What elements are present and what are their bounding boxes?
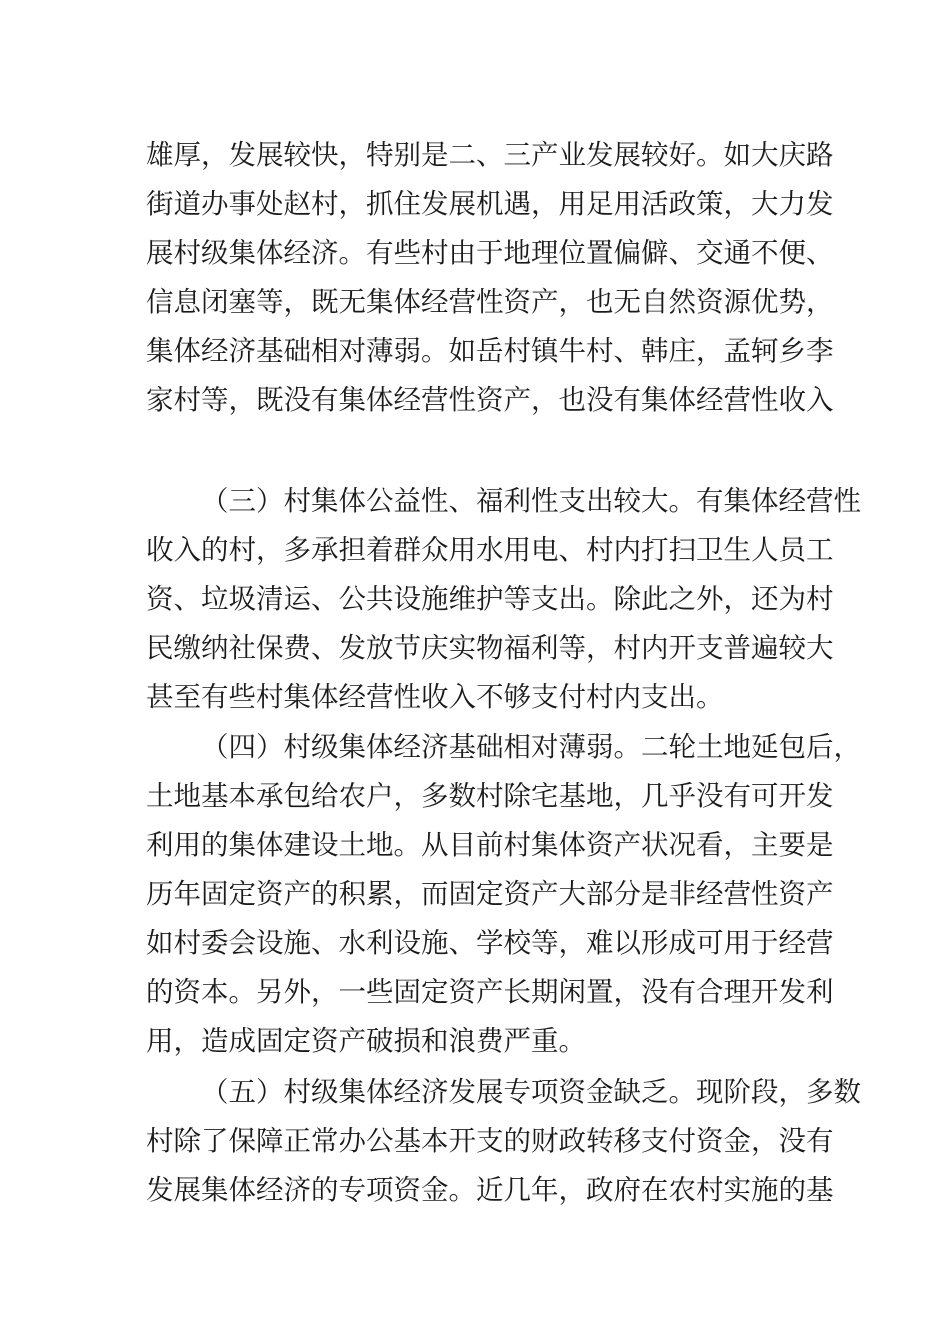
paragraph-section-4 [146, 723, 861, 1066]
text-line: （四）村级集体经济基础相对薄弱。二轮土地延包后， [201, 731, 861, 763]
text-line: 历年固定资产的积累，而固定资产大部分是非经营性资产 [146, 878, 834, 910]
text-line: 信息闭塞等，既无集体经营性资产，也无自然资源优势， [146, 286, 834, 318]
text-line: 雄厚，发展较快，特别是二、三产业发展较好。如大庆路 [146, 139, 834, 171]
text-line: 收入的村，多承担着群众用水用电、村内打扫卫生人员工 [146, 534, 834, 566]
text-line: 用，造成固定资产破损和浪费严重。 [146, 1025, 586, 1057]
text-line: 如村委会设施、水利设施、学校等，难以形成可用于经营 [146, 927, 834, 959]
text-line: （五）村级集体经济发展专项资金缺乏。现阶段，多数 [201, 1076, 861, 1108]
text-line: 民缴纳社保费、发放节庆实物福利等，村内开支普遍较大 [146, 632, 834, 664]
text-line: 集体经济基础相对薄弱。如岳村镇牛村、韩庄，孟轲乡李 [146, 335, 834, 367]
text-line: 利用的集体建设土地。从目前村集体资产状况看，主要是 [146, 829, 834, 861]
text-line: 资、垃圾清运、公共设施维护等支出。除此之外，还为村 [146, 583, 834, 615]
text-line: 甚至有些村集体经营性收入不够支付村内支出。 [146, 681, 724, 713]
paragraph-section-5 [146, 1068, 861, 1215]
text-line: 村除了保障正常办公基本开支的财政转移支付资金，没有 [146, 1125, 834, 1157]
paragraph-section-3 [146, 477, 861, 722]
text-line: 发展集体经济的专项资金。近几年，政府在农村实施的基 [146, 1174, 834, 1206]
paragraph-continuation [146, 131, 834, 425]
text-line: 街道办事处赵村，抓住发展机遇，用足用活政策，大力发 [146, 188, 834, 220]
text-line: （三）村集体公益性、福利性支出较大。有集体经营性 [201, 485, 861, 517]
text-line: 的资本。另外，一些固定资产长期闲置，没有合理开发利 [146, 976, 834, 1008]
text-line: 展村级集体经济。有些村由于地理位置偏僻、交通不便、 [146, 237, 834, 269]
text-line: 家村等，既没有集体经营性资产，也没有集体经营性收入 [146, 384, 834, 416]
text-line: 土地基本承包给农户，多数村除宅基地，几乎没有可开发 [146, 780, 834, 812]
